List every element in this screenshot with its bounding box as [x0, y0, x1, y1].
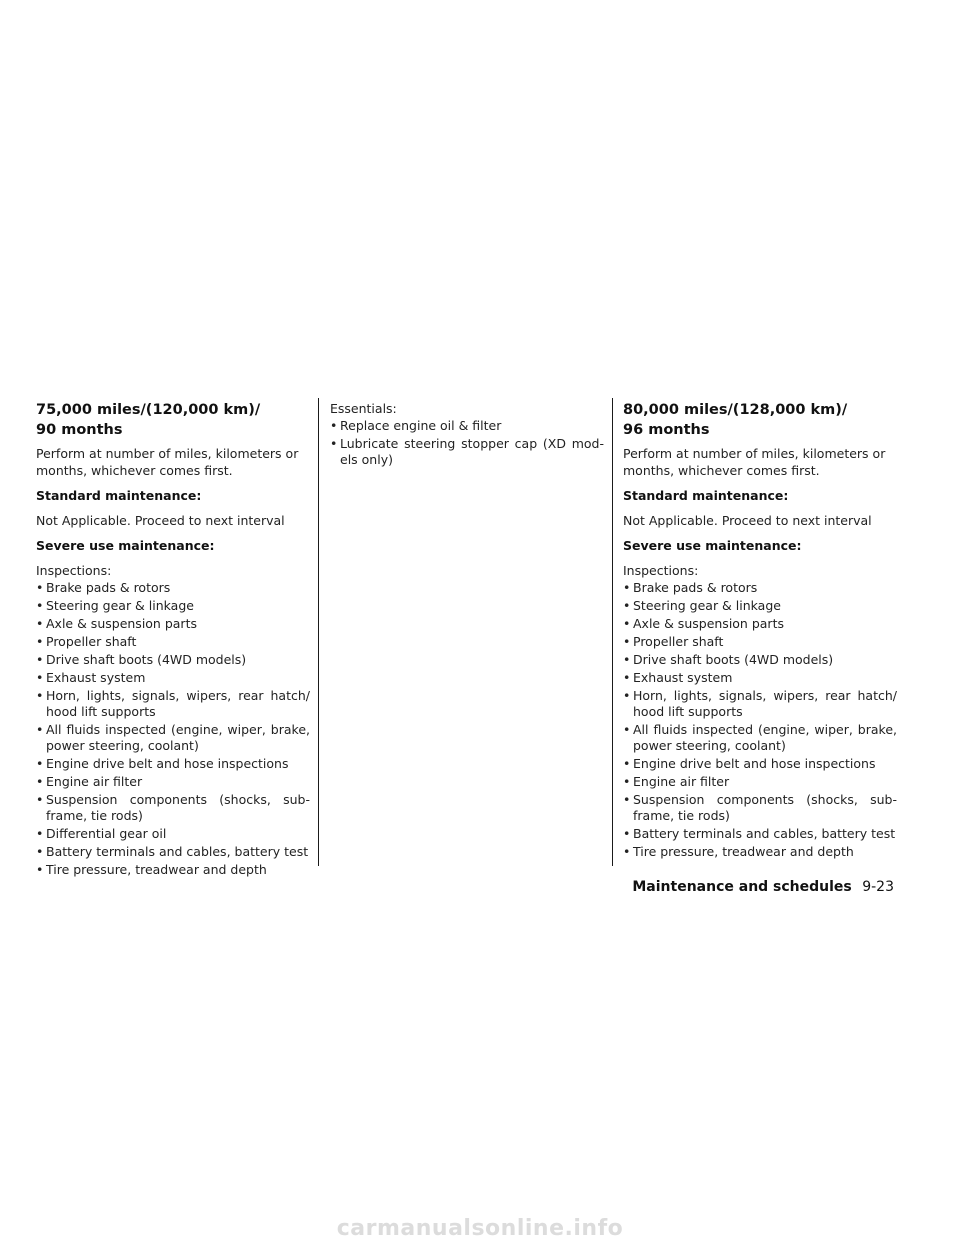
list-item: • Axle & suspension parts — [623, 616, 897, 632]
standard-maintenance-label: Standard maintenance: — [623, 488, 789, 503]
essentials-list — [330, 418, 604, 468]
list-item: • Propeller shaft — [623, 634, 897, 650]
standard-maintenance-label: Standard maintenance: — [36, 488, 202, 503]
column-divider — [318, 398, 319, 866]
intro-text: Perform at number of miles, kilometers or months, whichever comes first. — [36, 446, 299, 478]
standard-maintenance-text: Not Applicable. Proceed to next interval — [623, 513, 872, 528]
list-item: • Engine drive belt and hose inspections — [623, 756, 897, 772]
list-item: • Drive shaft boots (4WD models) — [36, 652, 310, 668]
list-item: • Axle & suspension parts — [36, 616, 310, 632]
list-item: • Steering gear & linkage — [623, 598, 897, 614]
list-item: • Steering gear & linkage — [36, 598, 310, 614]
list-item: • Battery terminals and cables, battery test — [36, 844, 310, 860]
essentials-label: Essentials: — [330, 401, 397, 416]
list-item: • Drive shaft boots (4WD models) — [623, 652, 897, 668]
section-heading-80000 — [623, 400, 897, 440]
list-item: • Engine air filter — [36, 774, 310, 790]
page-footer — [632, 877, 894, 897]
column-2 — [330, 400, 604, 470]
heading-line-1: 75,000 miles/(120,000 km)/ — [36, 402, 261, 418]
list-item: • Brake pads & rotors — [623, 580, 897, 596]
inspections-list — [623, 580, 897, 860]
list-item: • Propeller shaft — [36, 634, 310, 650]
list-item: • Battery terminals and cables, battery test — [623, 826, 897, 842]
heading-line-2: 96 months — [623, 422, 710, 438]
severe-maintenance-label: Severe use maintenance: — [36, 538, 215, 553]
standard-maintenance-text: Not Applicable. Proceed to next interval — [36, 513, 285, 528]
list-item: • Exhaust system — [36, 670, 310, 686]
watermark: carmanualsonline.info — [336, 1216, 624, 1241]
list-item: • Engine air filter — [623, 774, 897, 790]
heading-line-1: 80,000 miles/(128,000 km)/ — [623, 402, 848, 418]
list-item: • Horn, lights, signals, wipers, rear hatch/ hood lift supports — [36, 688, 310, 720]
list-item: • Exhaust system — [623, 670, 897, 686]
column-1 — [36, 400, 310, 880]
footer-section-title: Maintenance and schedules — [632, 879, 852, 895]
list-item: • Differential gear oil — [36, 826, 310, 842]
severe-maintenance-label: Severe use maintenance: — [623, 538, 802, 553]
heading-line-2: 90 months — [36, 422, 123, 438]
intro-text: Perform at number of miles, kilometers or months, whichever comes first. — [623, 446, 886, 478]
list-item: • Lubricate steering stopper cap (XD mod- els only) — [330, 436, 604, 468]
inspections-label: Inspections: — [36, 563, 112, 578]
inspections-label: Inspections: — [623, 563, 699, 578]
list-item: • Tire pressure, treadwear and depth — [623, 844, 897, 860]
list-item: • All fluids inspected (engine, wiper, brake, power steering, coolant) — [36, 722, 310, 754]
page-number: 9-23 — [862, 879, 894, 895]
list-item: • All fluids inspected (engine, wiper, brake, power steering, coolant) — [623, 722, 897, 754]
list-item: • Engine drive belt and hose inspections — [36, 756, 310, 772]
list-item: • Horn, lights, signals, wipers, rear hatch/ hood lift supports — [623, 688, 897, 720]
list-item: • Suspension components (shocks, sub- frame, tie rods) — [36, 792, 310, 824]
list-item: • Replace engine oil & filter — [330, 418, 604, 434]
column-divider — [612, 398, 613, 866]
list-item: • Tire pressure, treadwear and depth — [36, 862, 310, 878]
section-heading-75000 — [36, 400, 310, 440]
inspections-list — [36, 580, 310, 878]
list-item: • Suspension components (shocks, sub- frame, tie rods) — [623, 792, 897, 824]
column-3 — [623, 400, 897, 862]
list-item: • Brake pads & rotors — [36, 580, 310, 596]
